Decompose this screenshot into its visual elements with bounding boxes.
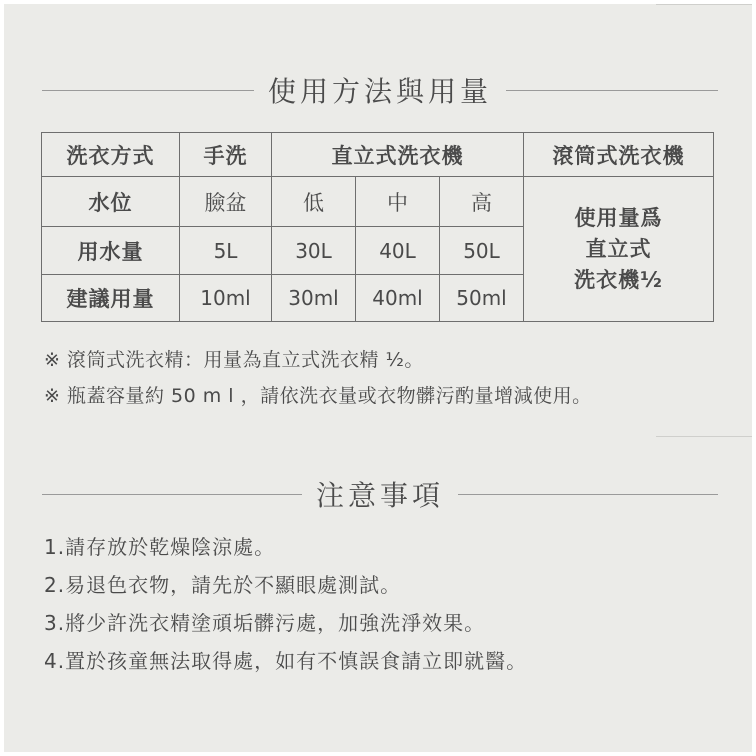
table-row-water-level — [42, 177, 714, 227]
content-panel — [4, 4, 752, 752]
decorative-rule-middle — [656, 436, 752, 437]
cell-water-amount: 30L — [272, 227, 356, 274]
cell-water-amount: 5L — [180, 227, 272, 274]
usage-title: 使用方法與用量 — [268, 75, 493, 108]
drum-note-line: 洗衣機½ — [574, 267, 663, 292]
table-row-header — [42, 133, 714, 177]
cell-water-level-mid: 中 — [356, 177, 440, 227]
cell-drum-washer: 滾筒式洗衣機 — [524, 133, 714, 177]
cell-water-level-basin: 臉盆 — [180, 177, 272, 227]
usage-table — [41, 132, 714, 322]
heading-rule-right — [506, 90, 718, 91]
list-item: 2.易退色衣物，請先於不顯眼處測試。 — [44, 573, 402, 597]
cautions-list — [44, 528, 527, 680]
cautions-heading — [42, 472, 718, 516]
cell-water-amount: 50L — [440, 227, 524, 274]
cell-suggested: 10ml — [180, 274, 272, 321]
usage-heading — [42, 68, 718, 112]
cell-suggested: 30ml — [272, 274, 356, 321]
list-item: 4.置於孩童無法取得處，如有不慎誤食請立即就醫。 — [44, 649, 528, 673]
cell-water-level-label: 水位 — [42, 177, 180, 227]
cell-water-level-low: 低 — [272, 177, 356, 227]
cell-suggested: 50ml — [440, 274, 524, 321]
list-item: 1.請存放於乾燥陰涼處。 — [44, 535, 276, 559]
cell-suggested-label: 建議用量 — [42, 274, 180, 321]
cell-method-label: 洗衣方式 — [42, 133, 180, 177]
decorative-rule-top — [656, 4, 752, 5]
cell-top-loader: 直立式洗衣機 — [272, 133, 524, 177]
list-item: 3.將少許洗衣精塗頑垢髒污處，加強洗淨效果。 — [44, 611, 486, 635]
heading-rule-left — [42, 90, 254, 91]
note-line: ※ 滾筒式洗衣精：用量為直立式洗衣精 ½。 — [44, 349, 424, 371]
cautions-title: 注意事項 — [316, 479, 445, 512]
drum-note-line: 直立式 — [585, 236, 652, 261]
cell-drum-note — [524, 177, 714, 322]
cell-water-amount-label: 用水量 — [42, 227, 180, 274]
heading-rule-left — [42, 494, 302, 495]
cell-hand-wash: 手洗 — [180, 133, 272, 177]
usage-notes — [44, 342, 592, 414]
heading-rule-right — [458, 494, 718, 495]
cell-water-amount: 40L — [356, 227, 440, 274]
cell-water-level-high: 高 — [440, 177, 524, 227]
cell-suggested: 40ml — [356, 274, 440, 321]
note-line: ※ 瓶蓋容量約 50 m l ，請依洗衣量或衣物髒污酌量增減使用。 — [44, 385, 592, 407]
drum-note-line: 使用量爲 — [574, 205, 663, 230]
